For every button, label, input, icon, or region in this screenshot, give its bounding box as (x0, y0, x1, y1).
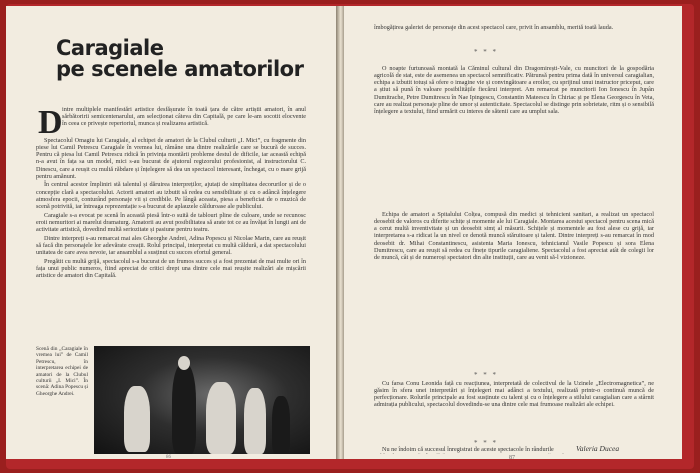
intro-paragraph: intre multiplele manifestări artistice desfășurate în toată țara de către artiștii amatori, în anul sărbătoririi semicentenarului, am selecționat câteva din Capitală, pe care le-am socotit elocvente în ceea ce privește repertoriul, munca și realizarea artistică. (62, 106, 306, 128)
book-gutter (336, 6, 344, 459)
page-number: 86 (166, 455, 171, 459)
paragraph: Cu farsa Conu Leonida față cu reacțiunea, interpretată de colectivul de la Uzinele „Electromagnetica”, ne găsim în sfera unei interpretări și înțelegeri mai adânci a textului, realizată printr-o continuă muncă de perfecționare. Rolurile principale au fost susținute cu talent și cu o înțelegere a stilului caragialian care a stârnit admirația publicului, spectacolul dovedindu-se una dintre cele mai frumoase realizări ale echipei. (374, 380, 654, 409)
section-divider: * * * (474, 439, 498, 447)
paragraph: Echipa de amatori a Spitalului Colțea, compusă din medici și tehnicieni sanitari, a realizat un spectacol deosebit de valoros cu diferite schițe și momente ale lui Caragiale. Montarea acestui spectacol pentru scena mică a cerut multă inventivitate și un deosebit simț al măsurii. Schițele și momentele au fost alese cu grijă, iar interpretarea s-a ridicat la un nivel ce denotă muncă stăruitoare și talent. Dintre interpreți s-au remarcat în mod deosebit dr. Mihai Constantinescu, asistenta Maria Ionescu, tehnicianul Vasile Popescu și sora Elena Dumitrescu, care au reușit să redea cu finețe tipurile caragialiene. Spectacolul a fost apreciat atât de colegii lor de muncă, cât și de numeroși spectatori din alte instituții, care au venit să-l vizioneze. (374, 211, 654, 261)
paragraph: Spectacolul Omagiu lui Caragiale, al echipei de amatori de la Clubul culturii „I. Mici”, cu fragmente din piese lui Camil Petrescu Caragiale în vremea lui, rămâne una dintre realizările care se bucură de succes. Pentru că piesa lui Camil Petrescu ridică în privința montării probleme destul de dificile, iar această echipă n-a avut în fața sa un model, mici s-au bucurat de ajutorul regizorului profesionist, al instructorului C. Dinescu, care a reușit cu multă răbdare și înțelegere să dea un spectacol interesant, închegat, cu o mare grijă pentru amănunt. (36, 137, 306, 180)
continued-paragraph: îmbogățirea galeriei de personaje din acest spectacol care, privit în ansamblu, merită toată lauda. (374, 24, 614, 31)
section-divider: * * * (474, 371, 498, 379)
body-text (36, 137, 306, 339)
stage-photo (94, 346, 310, 454)
closing-paragraph: Nu ne îndoim că succesul înregistrat de aceste spectacole în rândurile (382, 446, 554, 453)
page-number: 87 (509, 455, 515, 459)
paragraph: În centrul acestor împliniri stă talentul și dăruirea interpreților, ajutați de simplitatea decorurilor și de o concepție clară a spectacolului. Actorii amatori au izbutit să redea cu sensibilitate și cu o adâncă înțelegere atmosfera epocii, conturând personaje vii și credibile. Pe lângă aceasta, piesa a beneficiat de o muzică de scenă potrivită, iar întreaga reprezentație s-a bucurat de aplauzele călduroase ale publicului. (36, 181, 306, 210)
photo-caption: Scenă din „Caragiale în vremea lui” de Camil Petrescu, în interpretarea echipei de amatori de la Clubul culturii „I. Mici”. În scenă: Adina Popescu și Gheorghe Andrei. (36, 346, 88, 397)
paragraph: O noapte furtunoasă montată la Căminul cultural din Dragomirești-Vale, cu muncitori de la gospodăria agricolă de stat, este de asemenea un spectacol semnificativ. Pătrunsă pentru prima dată în universul caragialian, echipa a izbutit totuși să ofere o imagine vie și convingătoare a eroilor, cu sprijinul unui instructor priceput, care a știut să pună în valoare posibilitățile fiecărui interpret. Am remarcat pe muncitorii Ion Ionescu în Jupân Dumitrache, Petre Dumitrescu în Nae Ipingescu, Constantin Mateescu în Chiriac și pe Elena Georgescu în Veta, care au realizat personaje pline de umor și autenticitate. Spectacolul se distinge prin sobrietate, ritm și o sensibilă înțelegere a textului, fiind urmărit cu interes de sătenii care au umplut sala. (374, 65, 654, 115)
author-signature: Valeria Ducea (576, 444, 620, 453)
right-page (344, 6, 682, 459)
paragraph: Dintre interpreți s-au remarcat mai ales Gheorghe Andrei, Adina Popescu și Nicolae Marin, care au reușit să facă din personajele lor adevărate creații. Rolul principal, interpretat cu multă căldură, a dat spectacolului unitatea de care avea nevoie, iar ansamblul a susținut cu succes efortul general. (36, 234, 306, 256)
title-line-2: pe scenele amatorilor (56, 57, 304, 81)
paragraph: Caragiale s-a evocat pe scenă în această piesă într-o suită de tablouri pline de culoare, unde se recunosc eroii nemuritori ai marelui dramaturg. Amatorii au avut posibilitatea să arate tot ce au învățat în lungii ani de activitate artistică, dovedind multă seriozitate și pasiune pentru teatru. (36, 211, 306, 233)
article-title (56, 38, 326, 80)
paragraph: Pregătit cu multă grijă, spectacolul s-a bucurat de un frumos succes și a fost prezentat de mai multe ori în fața unui public numeros, fiind apreciat de critici drept una dintre cele mai reușite realizări ale mișcării artistice de amatori din Capitală. (36, 257, 306, 279)
drop-cap: D (38, 104, 63, 141)
title-line-1: Caragiale (56, 36, 164, 60)
section-divider: * * * (474, 48, 498, 56)
left-page (6, 6, 336, 459)
